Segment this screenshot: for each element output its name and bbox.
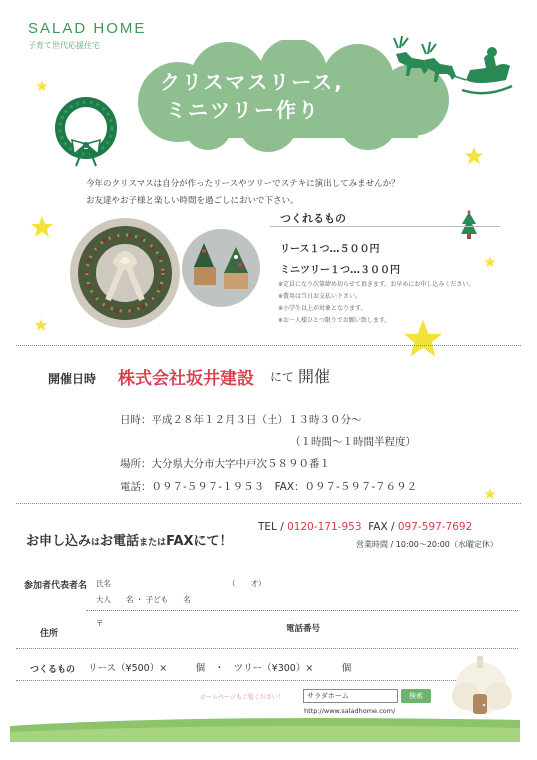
event-title-line2: ミニツリー作り <box>166 98 320 122</box>
products-title: つくれるもの <box>280 212 346 225</box>
age-label: （ 才） <box>228 579 266 588</box>
event-label: 開催日時 <box>48 372 97 386</box>
event-phone: 電話：０９７-５９７-１９５３ FAX：０９７-５９７-７６９２ <box>120 481 418 493</box>
adults-children-count: 大人 名 ・ 子ども 名 <box>96 595 191 604</box>
business-hours: 営業時間 / 10:00～20:00（水曜定休） <box>356 540 498 549</box>
search-button[interactable]: 検索 <box>401 689 431 703</box>
event-date: 日時：平成２８年１２月３日（土）１３時３０分～ <box>120 414 362 426</box>
phone-number-label: 電話番号 <box>286 624 321 634</box>
brand-logo: SALAD HOME <box>28 20 147 37</box>
event-at: にて <box>270 370 295 384</box>
fax-number: 097-597-7692 <box>397 521 473 533</box>
note-item: ※定員になり次第締め切らせて頂きます。お早めにお申し込みください。 <box>278 281 475 288</box>
apply-part1: お申し込み <box>26 534 92 549</box>
form-divider <box>16 680 456 681</box>
address-label: 住所 <box>40 629 59 639</box>
star-icon <box>30 215 54 239</box>
make-label: つくるもの <box>30 665 76 675</box>
notes-list <box>278 279 474 327</box>
apply-part5: FAX <box>166 534 194 549</box>
event-title-line1: クリスマスリース, <box>160 70 344 94</box>
section-divider <box>16 503 521 504</box>
form-divider <box>16 648 518 649</box>
apply-part6: にて！ <box>193 534 233 549</box>
intro-line1: 今年のクリスマスは自分が作ったリースやツリーでステキに演出してみませんか？ <box>86 179 400 189</box>
tel-number[interactable]: 0120-171-953 <box>287 521 362 533</box>
star-icon <box>464 146 484 166</box>
star-icon <box>484 256 496 268</box>
section-divider <box>16 345 521 346</box>
event-held: 開催 <box>298 367 331 386</box>
apply-part2: は <box>91 538 101 548</box>
postal-mark: 〒 <box>96 619 104 628</box>
wreath-price: リース１つ…５００円 <box>280 244 380 255</box>
brand-subtitle: 子育て世代応援住宅 <box>28 41 100 50</box>
christmas-tree-icon <box>460 210 478 240</box>
products-title-underline <box>270 226 500 227</box>
contact-numbers <box>258 521 472 533</box>
form-divider <box>86 610 518 611</box>
fax-label: FAX / <box>368 521 398 533</box>
wreath-illustration <box>50 92 124 172</box>
order-quantities: リース（¥500）× 個 ・ ツリー（¥300）× 個 <box>88 663 352 674</box>
tel-label: TEL / <box>258 521 288 533</box>
search-input[interactable]: サラダホーム <box>303 689 398 703</box>
mini-tree-photo <box>182 229 260 307</box>
note-item: ※お一人様ひとつ限りでお願い致します。 <box>278 317 391 324</box>
homepage-prompt: ホームページもご覧ください！ <box>200 694 284 701</box>
star-icon <box>36 80 48 92</box>
mini-tree-price: ミニツリー１つ…３００円 <box>280 265 400 276</box>
note-item: ※小学生以上が対象となります。 <box>278 305 367 312</box>
name-label: 氏名 <box>96 579 111 588</box>
website-url[interactable]: http://www.saladhome.com/ <box>304 707 396 715</box>
star-icon <box>34 318 48 332</box>
intro-text <box>86 176 506 210</box>
event-company: 株式会社坂井建設 <box>118 369 254 389</box>
reindeer-sleigh-icon <box>388 28 518 106</box>
representative-label: 参加者代表者名 <box>24 581 88 591</box>
apply-heading <box>26 530 233 549</box>
note-item: ※費用は当日お支払い下さい。 <box>278 293 362 300</box>
star-icon <box>484 488 496 500</box>
wreath-photo <box>70 218 180 328</box>
apply-part3: お電話 <box>100 534 140 549</box>
intro-line2: お友達やお子様と楽しい時間を過ごしにおいで下さい。 <box>86 196 299 206</box>
apply-part4: または <box>139 538 167 548</box>
event-duration: （１時間～１時間半程度） <box>290 436 416 448</box>
event-place: 場所：大分県大分市大字中戸次５８９０番１ <box>120 458 330 470</box>
house-illustration <box>446 652 516 724</box>
